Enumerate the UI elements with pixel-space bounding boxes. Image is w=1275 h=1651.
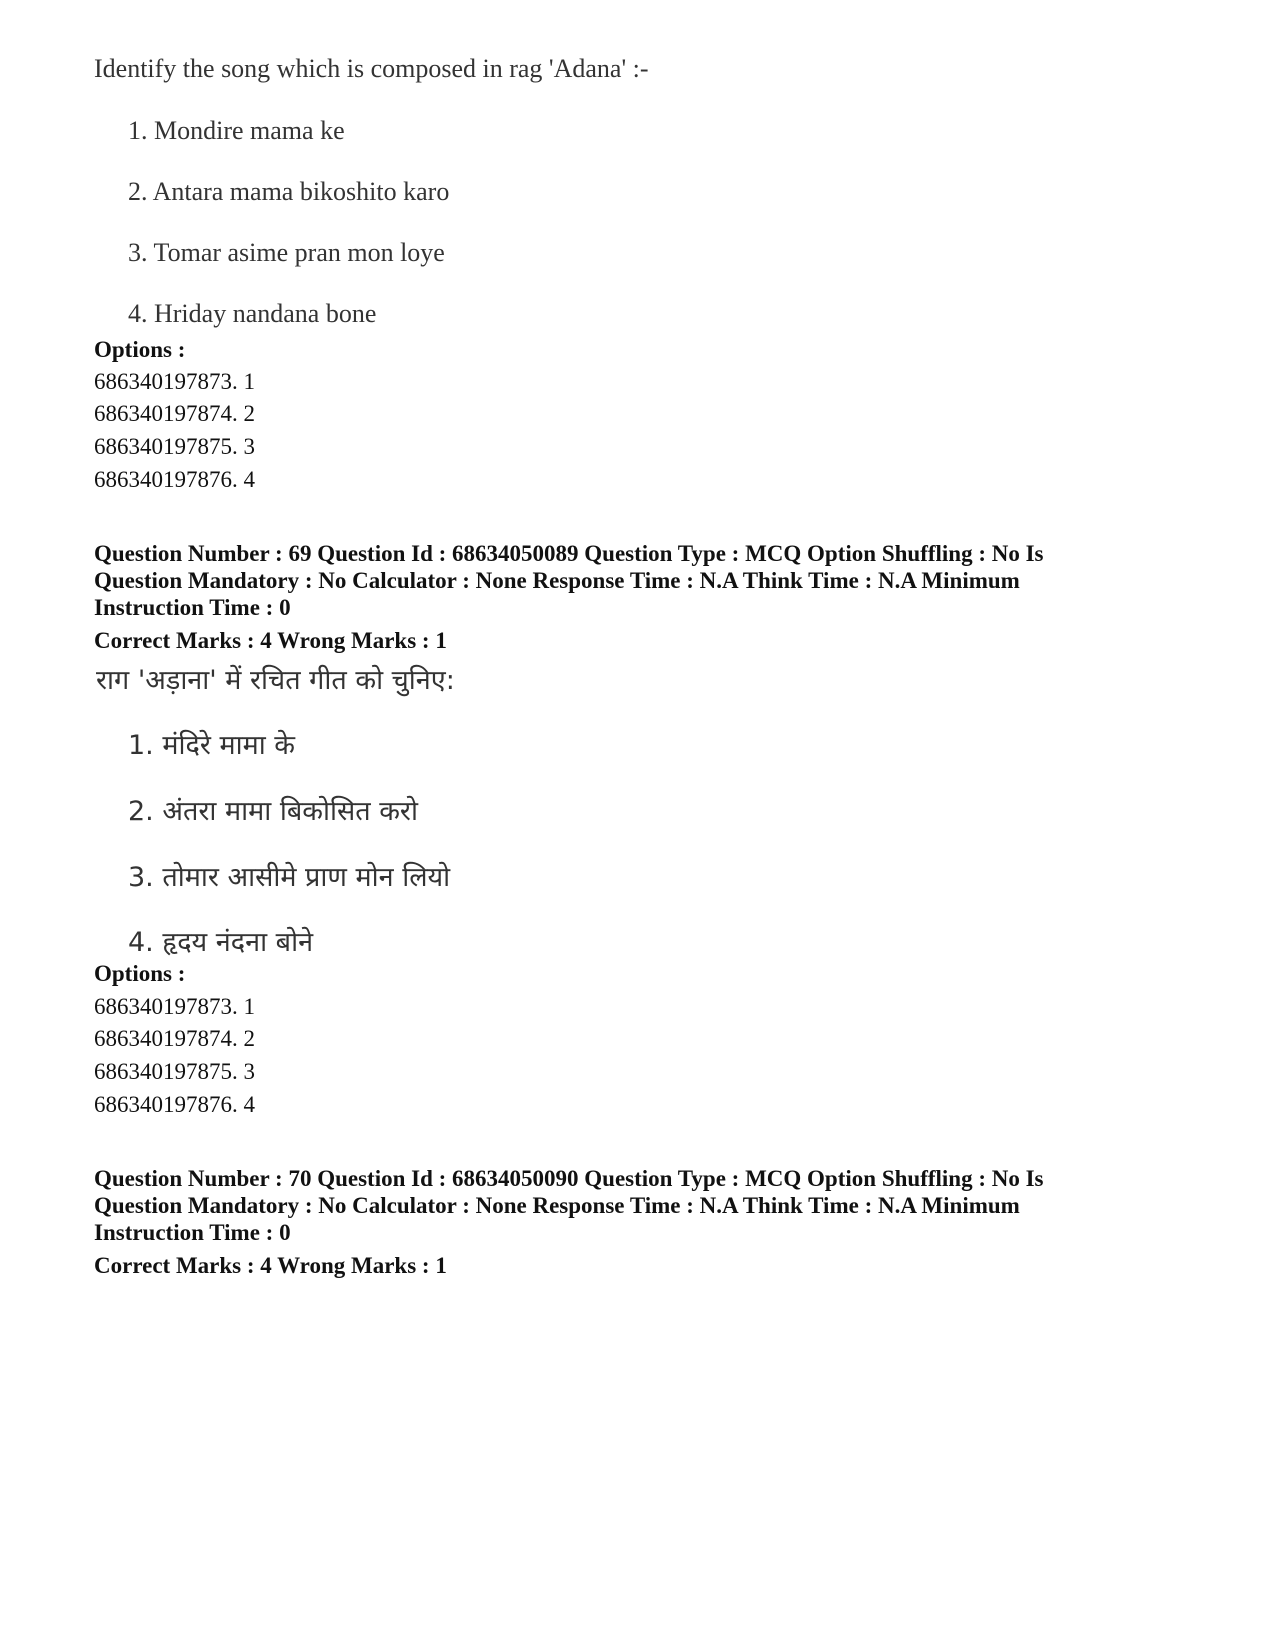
option-line: 686340197876. 4: [94, 467, 255, 492]
question-68-item-4: 4. Hriday nandana bone: [128, 299, 377, 328]
question-68-item-3: 3. Tomar asime pran mon loye: [128, 238, 445, 267]
question-69-marks: Correct Marks : 4 Wrong Marks : 1: [94, 628, 447, 653]
option-line: 686340197874. 2: [94, 401, 255, 426]
question-70-marks: Correct Marks : 4 Wrong Marks : 1: [94, 1253, 447, 1278]
question-69-item-3: 3. तोमार आसीमे प्राण मोन लियो: [128, 862, 451, 893]
option-line: 686340197876. 4: [94, 1092, 255, 1117]
question-68-item-1: 1. Mondire mama ke: [128, 116, 345, 145]
option-line: 686340197873. 1: [94, 994, 255, 1019]
question-70-header-line-3: Instruction Time : 0: [94, 1220, 291, 1245]
question-69-header-line-2: Question Mandatory : No Calculator : None Response Time : N.A Think Time : N.A Minimum: [94, 568, 1020, 593]
question-69-item-1: 1. मंदिरे मामा के: [128, 730, 296, 761]
question-70-header-line-2: Question Mandatory : No Calculator : None Response Time : N.A Think Time : N.A Minimum: [94, 1193, 1020, 1218]
options-label: Options :: [94, 961, 186, 986]
question-69-header-line-1: Question Number : 69 Question Id : 68634050089 Question Type : MCQ Option Shuffling : No Is: [94, 541, 1044, 566]
question-68-stem: Identify the song which is composed in rag 'Adana' :-: [94, 54, 649, 83]
question-70-header-line-1: Question Number : 70 Question Id : 68634050090 Question Type : MCQ Option Shuffling : No Is: [94, 1166, 1044, 1191]
options-label: Options :: [94, 337, 186, 362]
question-68-item-2: 2. Antara mama bikoshito karo: [128, 177, 450, 206]
question-69-item-2: 2. अंतरा मामा बिकोसित करो: [128, 796, 418, 827]
option-line: 686340197874. 2: [94, 1026, 255, 1051]
option-line: 686340197875. 3: [94, 1059, 255, 1084]
question-69-stem: राग 'अड़ाना' में रचित गीत को चुनिए:: [96, 665, 455, 696]
option-line: 686340197875. 3: [94, 434, 255, 459]
question-69-item-4: 4. हृदय नंदना बोने: [128, 927, 314, 958]
option-line: 686340197873. 1: [94, 369, 255, 394]
question-69-header-line-3: Instruction Time : 0: [94, 595, 291, 620]
